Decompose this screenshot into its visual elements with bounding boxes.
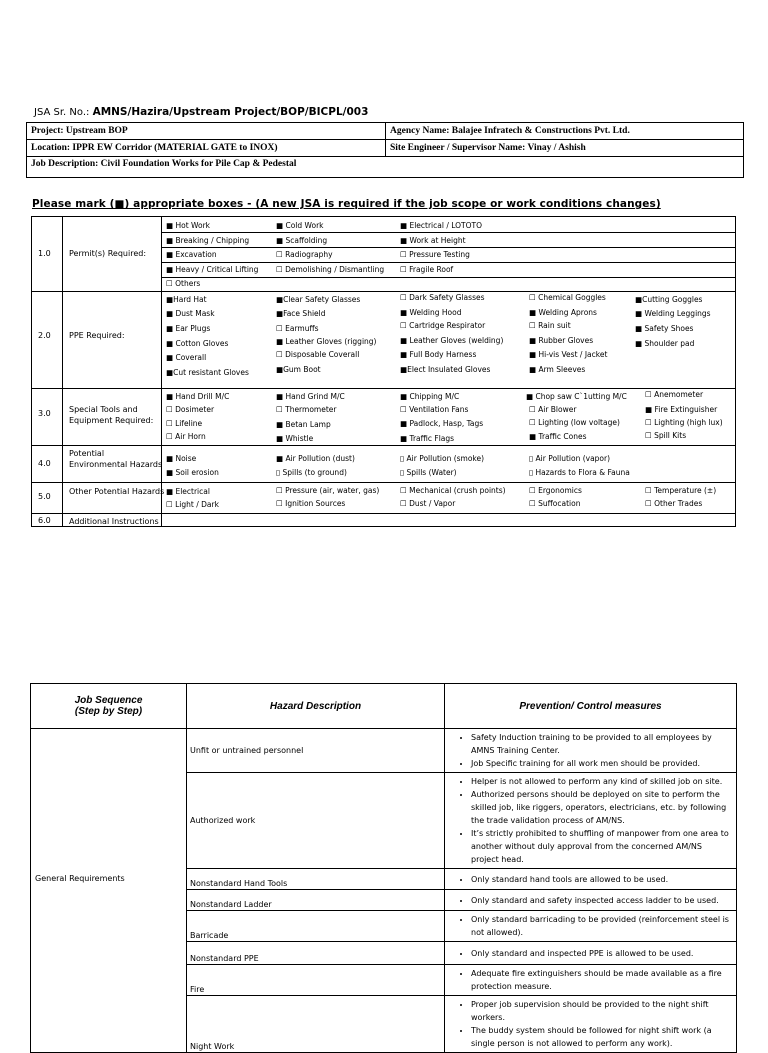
grid-divider	[32, 513, 735, 514]
other-hazard-checkbox[interactable]: ☐ Suffocation	[529, 499, 581, 508]
permit-checkbox[interactable]: ■ Hot Work	[166, 221, 211, 230]
column-header-prevention: Prevention/ Control measures	[445, 684, 737, 729]
ppe-checkbox[interactable]: ■ Shoulder pad	[635, 339, 695, 348]
permit-checkbox[interactable]: ■ Breaking / Chipping	[166, 236, 250, 245]
tool-checkbox[interactable]: ☐ Anemometer	[645, 390, 704, 399]
jsa-serial-number	[34, 106, 368, 118]
measure-item: • Helper is not allowed to perform any kind of skilled job on site.	[471, 775, 730, 788]
grid-divider	[32, 445, 735, 446]
other-hazard-checkbox[interactable]: ☐ Pressure (air, water, gas)	[276, 486, 380, 495]
section-number: 2.0	[38, 331, 51, 340]
ppe-checkbox[interactable]: ☐ Cartridge Respirator	[400, 321, 486, 330]
measures-cell	[445, 869, 737, 890]
measure-item: • Proper job supervision should be provided to the night shift workers.	[471, 998, 730, 1024]
section-number: 1.0	[38, 249, 51, 258]
ppe-checkbox[interactable]: ■Face Shield	[276, 309, 326, 318]
section-label: Additional Instructions	[69, 517, 159, 526]
ppe-checkbox[interactable]: ■ Hi-vis Vest / Jacket	[529, 350, 608, 359]
tool-checkbox[interactable]: ■ Fire Extinguisher	[645, 405, 718, 414]
grid-divider	[161, 232, 735, 233]
table-header-row	[31, 684, 737, 729]
env-checkbox[interactable]: ▯ Air Pollution (smoke)	[400, 454, 485, 463]
other-hazard-checkbox[interactable]: ☐ Dust / Vapor	[400, 499, 456, 508]
permit-checkbox[interactable]: ■ Cold Work	[276, 221, 324, 230]
hazard-cell: Nonstandard Hand Tools	[187, 869, 445, 890]
ppe-checkbox[interactable]: ■ Leather Gloves (welding)	[400, 336, 504, 345]
hazard-cell: Night Work	[187, 996, 445, 1053]
other-hazard-checkbox[interactable]: ☐ Ergonomics	[529, 486, 582, 495]
tool-checkbox[interactable]: ☐ Air Horn	[166, 432, 206, 441]
tool-checkbox[interactable]: ■ Chop saw C`1utting M/C	[526, 392, 627, 401]
engineer-cell: Site Engineer / Supervisor Name: Vinay / Ashish	[386, 140, 744, 157]
tool-checkbox[interactable]: ☐ Ventilation Fans	[400, 405, 469, 414]
agency-cell: Agency Name: Balajee Infratech & Constructions Pvt. Ltd.	[386, 123, 744, 140]
permit-checkbox[interactable]: ■ Scaffolding	[276, 236, 328, 245]
tool-checkbox[interactable]: ☐ Thermometer	[276, 405, 337, 414]
other-hazard-checkbox[interactable]: ☐ Mechanical (crush points)	[400, 486, 506, 495]
ppe-checkbox[interactable]: ☐ Dark Safety Glasses	[400, 293, 485, 302]
tool-checkbox[interactable]: ☐ Lifeline	[166, 419, 203, 428]
measure-item: • Only standard and safety inspected access ladder to be used.	[471, 894, 730, 907]
other-hazard-checkbox[interactable]: ■ Electrical	[166, 487, 210, 496]
table-row	[31, 729, 737, 773]
measure-item: • Job Specific training for all work men should be provided.	[471, 757, 730, 770]
tool-checkbox[interactable]: ■ Traffic Cones	[529, 432, 587, 441]
env-checkbox[interactable]: ■ Air Pollution (dust)	[276, 454, 355, 463]
ppe-checkbox[interactable]: ■Elect Insulated Gloves	[400, 365, 491, 374]
permit-checkbox[interactable]: ■ Heavy / Critical Lifting	[166, 265, 259, 274]
tool-checkbox[interactable]: ☐ Dosimeter	[166, 405, 215, 414]
other-hazard-checkbox[interactable]: ☐ Light / Dark	[166, 500, 219, 509]
permit-checkbox[interactable]: ☐ Others	[166, 279, 201, 288]
ppe-checkbox[interactable]: ■ Welding Aprons	[529, 308, 597, 317]
measure-item: • Only standard hand tools are allowed to be used.	[471, 873, 730, 886]
tool-checkbox[interactable]: ■ Hand Drill M/C	[166, 392, 230, 401]
env-checkbox[interactable]: ■ Soil erosion	[166, 468, 219, 477]
hazard-cell: Nonstandard PPE	[187, 942, 445, 965]
grid-divider	[32, 388, 735, 389]
grid-divider	[161, 277, 735, 278]
measures-cell	[445, 911, 737, 942]
jsa-serial-value: AMNS/Hazira/Upstream Project/BOP/BICPL/003	[92, 106, 369, 118]
ppe-checkbox[interactable]: ■ Ear Plugs	[166, 324, 211, 333]
column-header-job-sequence: Job Sequence (Step by Step)	[31, 684, 187, 729]
ppe-checkbox[interactable]: ■ Cotton Gloves	[166, 339, 229, 348]
ppe-checkbox[interactable]: ■ Welding Hood	[400, 308, 462, 317]
measures-cell	[445, 996, 737, 1053]
ppe-checkbox[interactable]: ■ Arm Sleeves	[529, 365, 586, 374]
grid-divider	[161, 247, 735, 248]
tool-checkbox[interactable]: ☐ Air Blower	[529, 405, 577, 414]
project-cell: Project: Upstream BOP	[27, 123, 386, 140]
measures-cell	[445, 773, 737, 869]
section-number: 5.0	[38, 492, 51, 501]
ppe-checkbox[interactable]: ■Gum Boot	[276, 365, 321, 374]
measure-item: • Safety Induction training to be provided to all employees by AMNS Training Center.	[471, 731, 730, 757]
tool-checkbox[interactable]: ■ Betan Lamp	[276, 420, 331, 429]
permit-checkbox[interactable]: ☐ Fragile Roof	[400, 265, 454, 274]
section-label: Other Potential Hazards	[69, 487, 165, 496]
measure-item: • Only standard and inspected PPE is allowed to be used.	[471, 947, 730, 960]
ppe-checkbox[interactable]: ■ Coverall	[166, 353, 207, 362]
ppe-checkbox[interactable]: ■Cutting Goggles	[635, 295, 703, 304]
hazard-cell: Nonstandard Ladder	[187, 890, 445, 911]
tool-checkbox[interactable]: ■ Padlock, Hasp, Tags	[400, 419, 484, 428]
ppe-checkbox[interactable]: ☐ Earmuffs	[276, 324, 319, 333]
other-hazard-checkbox[interactable]: ☐ Other Trades	[645, 499, 703, 508]
section-label: PPE Required:	[69, 331, 125, 340]
ppe-checkbox[interactable]: ■ Full Body Harness	[400, 350, 477, 359]
permit-checkbox[interactable]: ■ Work at Height	[400, 236, 466, 245]
measure-item: • Authorized persons should be deployed on site to perform the skilled job, like riggers, operators, electricians, etc. by following the trade validation process of AM/NS.	[471, 788, 730, 827]
tool-checkbox[interactable]: ■ Hand Grind M/C	[276, 392, 345, 401]
column-header-hazard: Hazard Description	[187, 684, 445, 729]
tool-checkbox[interactable]: ☐ Spill Kits	[645, 431, 687, 440]
ppe-checkbox[interactable]: ■ Leather Gloves (rigging)	[276, 337, 377, 346]
jsa-serial-label: JSA Sr. No.:	[34, 107, 90, 118]
grid-divider	[62, 217, 63, 526]
measures-cell	[445, 965, 737, 996]
section-label: Potential Environmental Hazards	[69, 449, 163, 469]
ppe-checkbox[interactable]: ☐ Disposable Coverall	[276, 350, 360, 359]
job-description-cell: Job Description: Civil Foundation Works for Pile Cap & Pedestal	[27, 157, 744, 178]
section-number: 6.0	[38, 516, 51, 525]
tool-checkbox[interactable]: ☐ Lighting (low voltage)	[529, 418, 620, 427]
ppe-checkbox[interactable]: ☐ Rain suit	[529, 321, 571, 330]
env-checkbox[interactable]: ▯ Hazards to Flora & Fauna	[529, 468, 630, 477]
env-checkbox[interactable]: ▯ Spills (Water)	[400, 468, 457, 477]
ppe-checkbox[interactable]: ■ Rubber Gloves	[529, 336, 594, 345]
header-info-table	[26, 122, 744, 178]
permit-checkbox[interactable]: ☐ Pressure Testing	[400, 250, 470, 259]
other-hazard-checkbox[interactable]: ☐ Temperature (±)	[645, 486, 717, 495]
measure-item: • Only standard barricading to be provided (reinforcement steel is not allowed).	[471, 913, 730, 939]
measure-item: • Adequate fire extinguishers should be made available as a fire protection measure.	[471, 967, 730, 993]
measures-cell	[445, 729, 737, 773]
grid-divider	[32, 482, 735, 483]
hazard-cell: Barricade	[187, 911, 445, 942]
env-checkbox[interactable]: ▯ Air Pollution (vapor)	[529, 454, 611, 463]
measures-cell	[445, 890, 737, 911]
ppe-checkbox[interactable]: ■Hard Hat	[166, 295, 207, 304]
tool-checkbox[interactable]: ■ Chipping M/C	[400, 392, 460, 401]
env-checkbox[interactable]: ■ Noise	[166, 454, 197, 463]
section-number: 4.0	[38, 459, 51, 468]
tool-checkbox[interactable]: ■ Whistle	[276, 434, 314, 443]
ppe-checkbox[interactable]: ■ Welding Leggings	[635, 309, 711, 318]
grid-divider	[161, 262, 735, 263]
permit-checkbox[interactable]: ■ Excavation	[166, 250, 217, 259]
ppe-checkbox[interactable]: ■ Dust Mask	[166, 309, 215, 318]
hazard-cell: Unfit or untrained personnel	[187, 729, 445, 773]
permit-checkbox[interactable]: ■ Electrical / LOTOTO	[400, 221, 483, 230]
job-step-cell: General Requirements	[31, 729, 187, 1053]
section-label: Special Tools and Equipment Required:	[69, 405, 154, 425]
measures-cell	[445, 942, 737, 965]
measure-item: • It’s strictly prohibited to shuffling of manpower from one area to another without duly approval from the concerned AM/NS project head.	[471, 827, 730, 866]
grid-divider	[32, 291, 735, 292]
instruction-text: Please mark (■) appropriate boxes - (A new JSA is required if the job scope or work conditions changes)	[32, 198, 661, 210]
tool-checkbox[interactable]: ■ Traffic Flags	[400, 434, 455, 443]
tool-checkbox[interactable]: ☐ Lighting (high lux)	[645, 418, 723, 427]
section-label: Permit(s) Required:	[69, 249, 147, 258]
checklist-grid	[31, 216, 736, 527]
hazard-cell: Authorized work	[187, 773, 445, 869]
ppe-checkbox[interactable]: ☐ Chemical Goggles	[529, 293, 606, 302]
location-cell: Location: IPPR EW Corridor (MATERIAL GATE to INOX)	[27, 140, 386, 157]
grid-divider	[161, 217, 162, 526]
hazard-cell: Fire	[187, 965, 445, 996]
job-sequence-table	[30, 683, 737, 1053]
permit-checkbox[interactable]: ☐ Demolishing / Dismantling	[276, 265, 385, 274]
section-number: 3.0	[38, 409, 51, 418]
ppe-checkbox[interactable]: ■ Safety Shoes	[635, 324, 694, 333]
measure-item: • The buddy system should be followed for night shift work (a single person is not allowed to perform any work).	[471, 1024, 730, 1050]
other-hazard-checkbox[interactable]: ☐ Ignition Sources	[276, 499, 346, 508]
ppe-checkbox[interactable]: ■Cut resistant Gloves	[166, 368, 249, 377]
ppe-checkbox[interactable]: ■Clear Safety Glasses	[276, 295, 361, 304]
permit-checkbox[interactable]: ☐ Radiography	[276, 250, 333, 259]
env-checkbox[interactable]: ▯ Spills (to ground)	[276, 468, 347, 477]
